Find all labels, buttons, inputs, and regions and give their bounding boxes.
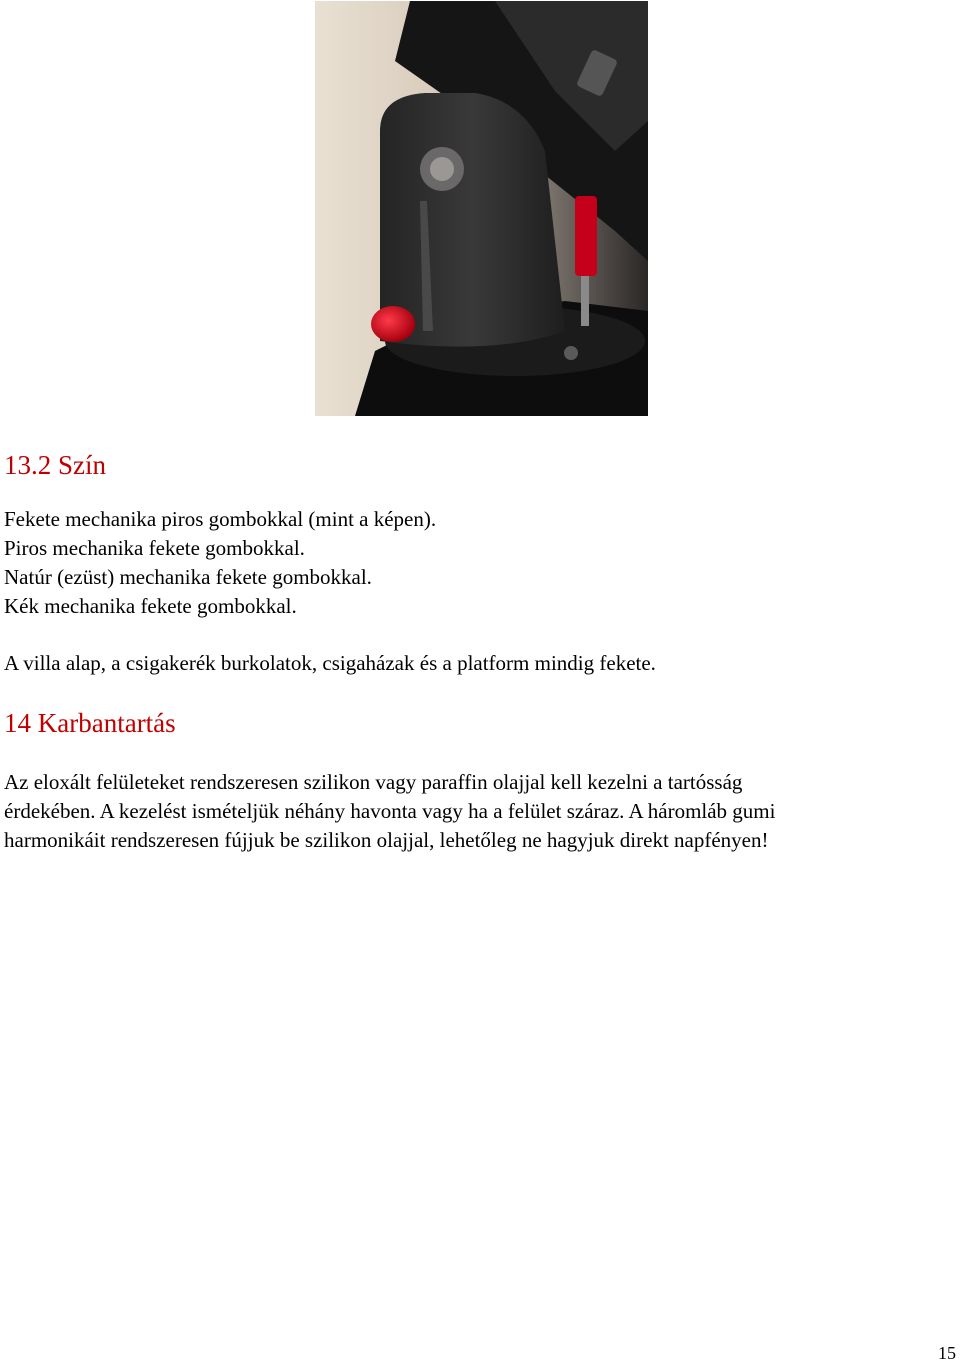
telescope-mount-photo <box>315 1 648 416</box>
maintenance-text-line: érdekében. A kezelést ismételjük néhány havonta vagy ha a felület száraz. A háromláb gumi <box>4 799 776 823</box>
color-note: A villa alap, a csigakerék burkolatok, csigaházak és a platform mindig fekete. <box>4 651 656 675</box>
color-option-line: Natúr (ezüst) mechanika fekete gombokkal. <box>4 565 372 589</box>
section-heading-color: 13.2 Szín <box>4 450 107 480</box>
color-option-line: Kék mechanika fekete gombokkal. <box>4 594 297 618</box>
color-option-line: Fekete mechanika piros gombokkal (mint a képen). <box>4 507 437 531</box>
section-heading-maintenance: 14 Karbantartás <box>4 708 176 738</box>
maintenance-text-line: harmonikáit rendszeresen fújjuk be szilikon olajjal, lehetőleg ne hagyjuk direkt napfényen! <box>4 828 769 852</box>
color-option-line: Piros mechanika fekete gombokkal. <box>4 536 305 560</box>
page-number: 15 <box>938 1343 956 1363</box>
maintenance-text-line: Az eloxált felületeket rendszeresen szilikon vagy paraffin olajjal kell kezelni a tartósság <box>4 770 743 794</box>
